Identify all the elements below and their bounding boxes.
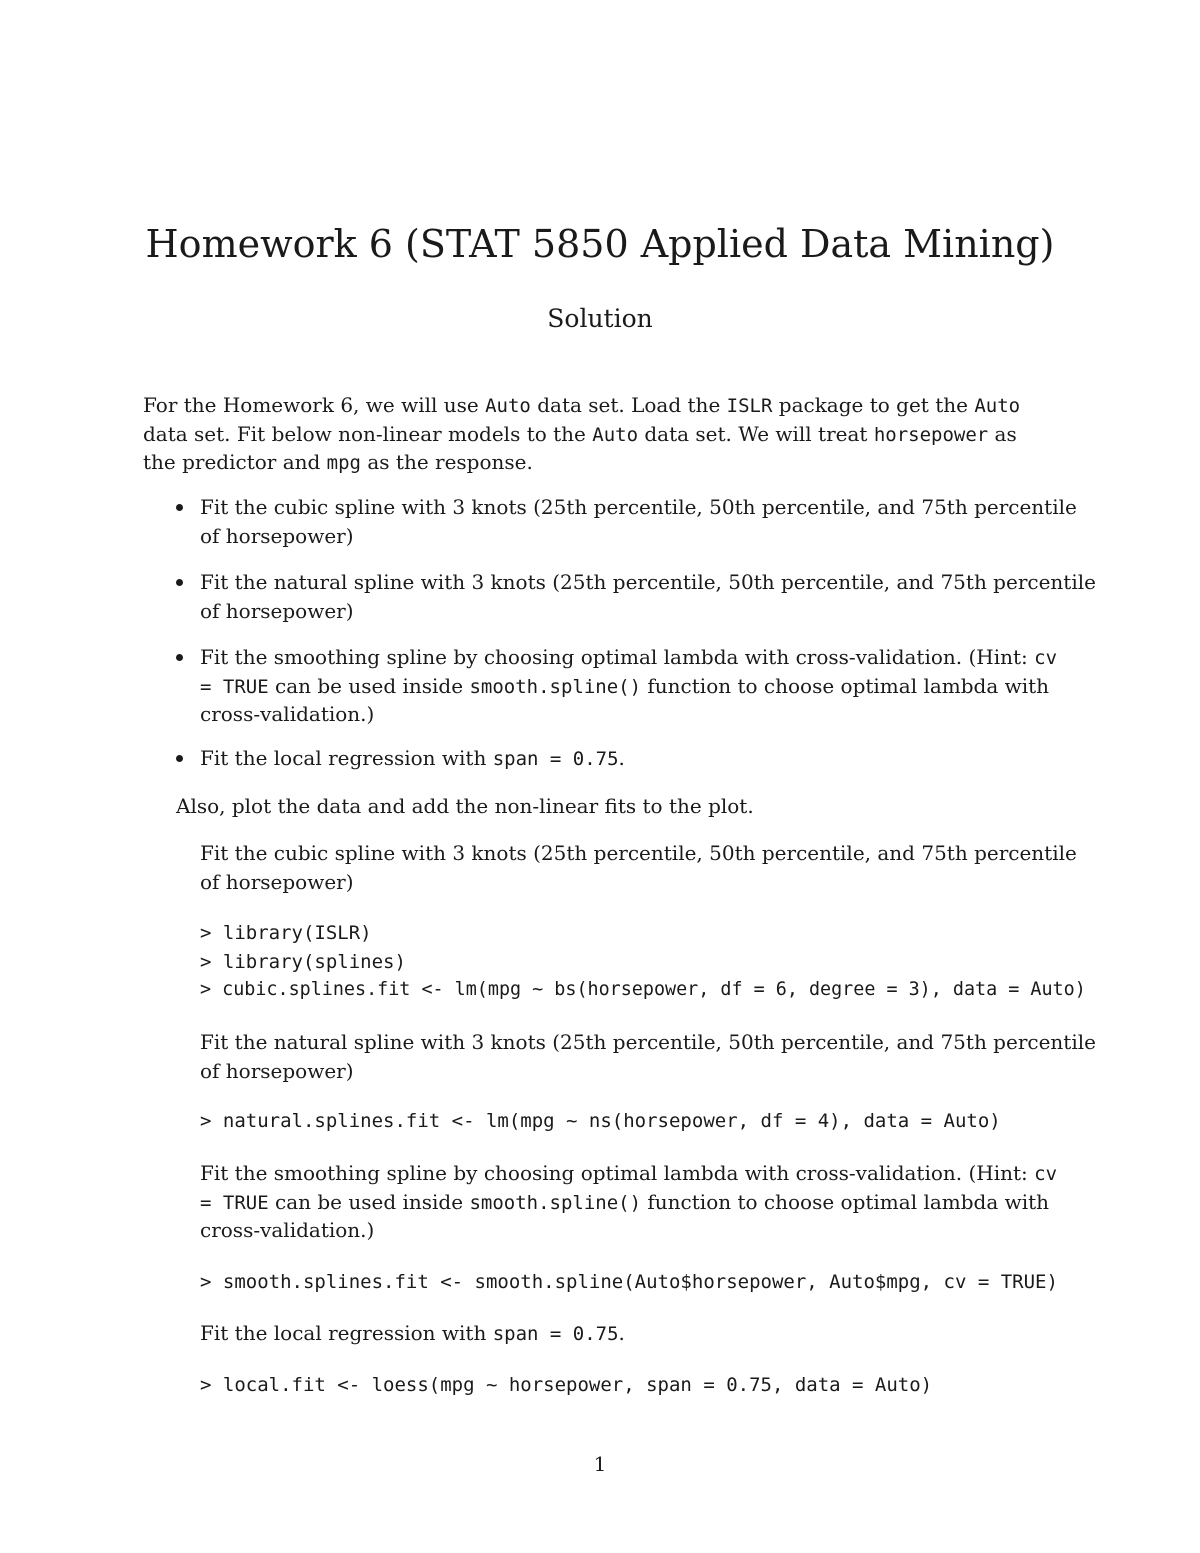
code-inline: smooth.spline()	[469, 675, 642, 698]
text: Fit the smoothing spline by choosing optimal lambda with cross-validation. (Hint:	[200, 645, 1035, 669]
text: as the response.	[361, 450, 533, 474]
natural-code-block: > natural.splines.fit <- lm(mpg ~ ns(horsepower, df = 4), data = Auto)	[200, 1110, 1001, 1132]
code-inline: = TRUE	[200, 675, 269, 698]
bullet-line	[200, 744, 625, 773]
bullet-icon	[176, 654, 183, 661]
text: Fit the local regression with	[200, 1321, 493, 1345]
text: Fit the local regression with	[200, 746, 493, 770]
code-inline: smooth.spline()	[469, 1191, 642, 1214]
local-code-block: > local.fit <- loess(mpg ~ horsepower, span = 0.75, data = Auto)	[200, 1374, 933, 1396]
text: can be used inside	[268, 1189, 470, 1214]
code-inline: span = 0.75	[492, 748, 619, 770]
text: function to choose optimal lambda with	[641, 673, 1050, 698]
bullet-line	[200, 672, 1057, 701]
text: data set. Fit below non-linear models to the	[143, 421, 593, 446]
code-inline: Auto	[592, 423, 639, 446]
natural-description	[200, 1028, 1096, 1085]
intro-paragraph	[143, 391, 1020, 477]
intro-line-1	[143, 391, 1020, 420]
code-line: > cubic.splines.fit <- lm(mpg ~ bs(horsepower, df = 6, degree = 3), data = Auto)	[200, 979, 1086, 1000]
code-inline: cv	[1034, 1163, 1058, 1185]
code-inline: horsepower	[873, 423, 989, 446]
smoothing-code-block: > smooth.splines.fit <- smooth.spline(Auto$horsepower, Auto$mpg, cv = TRUE)	[200, 1271, 1058, 1293]
bullet-item-smoothing	[200, 643, 1057, 729]
text: data set. We will treat	[638, 421, 874, 446]
text-line	[200, 1319, 625, 1348]
code-inline: ISLR	[726, 395, 773, 417]
bullet-line: of horsepower)	[200, 598, 354, 623]
bullet-line: Fit the cubic spline with 3 knots (25th percentile, 50th percentile, and 75th percentile	[200, 495, 1077, 519]
text: data set. Load the	[530, 393, 727, 417]
text: function to choose optimal lambda with	[641, 1189, 1050, 1214]
bullet-icon	[176, 755, 183, 762]
text: as	[988, 421, 1017, 446]
intro-line-2	[143, 420, 1020, 449]
smoothing-description	[200, 1159, 1057, 1245]
bullet-line: cross-validation.)	[200, 702, 375, 726]
text: Fit the smoothing spline by choosing optimal lambda with cross-validation. (Hint:	[200, 1161, 1035, 1185]
text-line	[200, 1159, 1057, 1188]
text-line: Fit the natural spline with 3 knots (25th percentile, 50th percentile, and 75th percentile	[200, 1030, 1096, 1054]
bullet-line	[200, 643, 1057, 672]
text: package to get the	[772, 393, 975, 417]
text: .	[618, 746, 625, 770]
code-inline: Auto	[974, 395, 1021, 417]
also-paragraph: Also, plot the data and add the non-linear fits to the plot.	[176, 794, 754, 818]
document-title: Homework 6 (STAT 5850 Applied Data Mining)	[145, 222, 1055, 266]
cubic-description	[200, 839, 1077, 896]
text-line: Fit the cubic spline with 3 knots (25th percentile, 50th percentile, and 75th percentile	[200, 841, 1077, 865]
text: .	[618, 1321, 625, 1345]
bullet-line: of horsepower)	[200, 523, 354, 548]
document-subtitle: Solution	[547, 304, 653, 333]
code-inline: cv	[1034, 647, 1058, 669]
text: the predictor and	[143, 450, 327, 474]
text-line: of horsepower)	[200, 1058, 354, 1083]
code-inline: = TRUE	[200, 1191, 269, 1214]
code-line: > library(ISLR)	[200, 922, 372, 944]
bullet-item-local	[200, 744, 625, 773]
code-inline: Auto	[485, 395, 531, 417]
code-line: > library(splines)	[200, 950, 406, 973]
text: can be used inside	[268, 673, 470, 698]
text-line: cross-validation.)	[200, 1218, 375, 1242]
bullet-item-cubic	[200, 493, 1077, 550]
code-inline: mpg	[326, 452, 361, 474]
cubic-code-block	[200, 919, 1086, 1005]
bullet-icon	[176, 579, 183, 586]
local-description	[200, 1319, 625, 1348]
text-line: of horsepower)	[200, 869, 354, 894]
intro-line-3	[143, 448, 1020, 477]
bullet-item-natural	[200, 568, 1096, 625]
bullet-line: Fit the natural spline with 3 knots (25th percentile, 50th percentile, and 75th percentile	[200, 570, 1096, 594]
text: For the Homework 6, we will use	[143, 393, 486, 417]
code-inline: span = 0.75	[492, 1323, 619, 1345]
text-line	[200, 1188, 1057, 1217]
bullet-icon	[176, 504, 183, 511]
page-number: 1	[593, 1452, 607, 1476]
